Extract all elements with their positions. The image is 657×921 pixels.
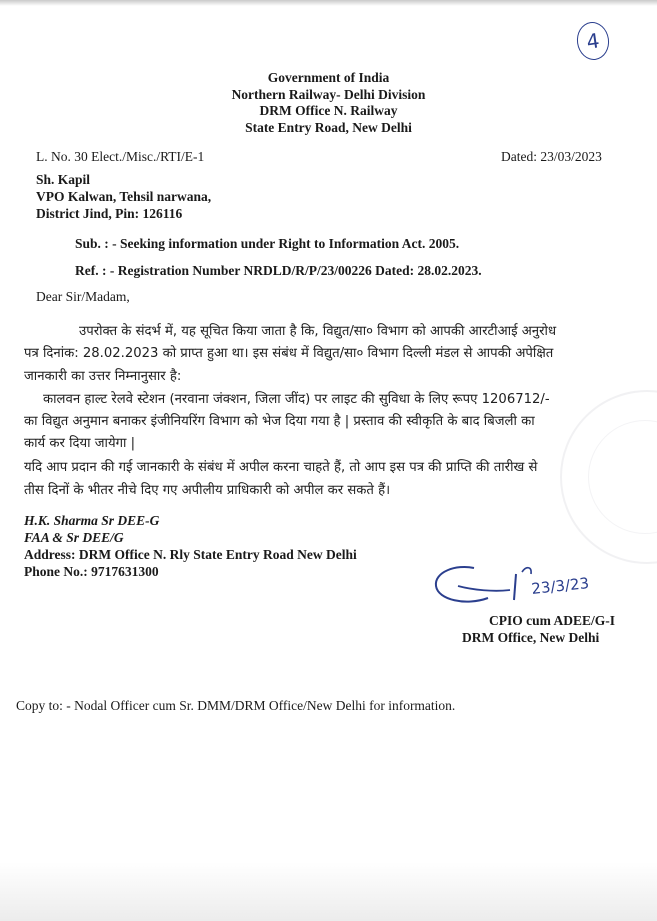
body-para2-line1: कालवन हाल्ट रेलवे स्टेशन (नरवाना जंक्शन, जिला जींद) पर लाइट की सुविधा के लिए रूपए 1206712/- — [43, 392, 550, 407]
letterhead-line-3: DRM Office N. Railway — [259, 103, 398, 118]
recipient-address-2: District Jind, Pin: 126116 — [36, 206, 183, 221]
subject-line: Sub. : - Seeking information under Right to Information Act. 2005. — [75, 236, 460, 251]
recipient-address-1: VPO Kalwan, Tehsil narwana, — [36, 189, 212, 204]
handwritten-signature — [428, 560, 628, 617]
letter-number: L. No. 30 Elect./Misc./RTI/E-1 — [36, 149, 205, 164]
body-para1-line2: पत्र दिनांक: 28.02.2023 को प्राप्त हुआ था। इस संबंध में विद्युत/सा० विभाग दिल्ली मंडल से आपकी अपेक्षित — [24, 346, 554, 361]
appellate-phone: Phone No.: 9717631300 — [24, 564, 159, 579]
body-para2-line3: कार्य कर दिया जायेगा | — [24, 436, 136, 451]
signature-scribble — [428, 560, 628, 612]
page-top-edge — [0, 0, 657, 6]
letter-date: Dated: 23/03/2023 — [501, 149, 602, 164]
page-number-mark: 4 — [575, 20, 612, 62]
body-para1-line1: उपरोक्त के संदर्भ में, यह सूचित किया जाता है कि, विद्युत/सा० विभाग को आपकी आरटीआई अनुरोध — [79, 324, 557, 339]
body-para3-line2: तीस दिनों के भीतर नीचे दिए गए अपीलीय प्राधिकारी को अपील कर सकते हैं। — [24, 483, 391, 498]
signature-date: 23/3/23 — [530, 574, 590, 598]
letterhead — [0, 70, 657, 136]
body-para2-line2: का विद्युत अनुमान बनाकर इंजीनियरिंग विभाग को भेज दिया गया है | प्रस्ताव की स्वीकृति के बाद बिजली का — [24, 414, 535, 429]
appellate-designation: FAA & Sr DEE/G — [24, 530, 124, 545]
salutation: Dear Sir/Madam, — [36, 289, 130, 304]
body-para1-line3: जानकारी का उत्तर निम्नानुसार है: — [24, 369, 182, 384]
copy-to-line: Copy to: - Nodal Officer cum Sr. DMM/DRM Office/New Delhi for information. — [16, 698, 456, 713]
signatory-office: DRM Office, New Delhi — [462, 630, 600, 645]
page-bottom-shadow — [0, 862, 657, 921]
body-para3-line1: यदि आप प्रदान की गई जानकारी के संबंध में अपील करना चाहते हैं, तो आप इस पत्र की प्राप्ति की तारीख से — [24, 460, 538, 475]
letterhead-line-4: State Entry Road, New Delhi — [245, 119, 412, 135]
appellate-address: Address: DRM Office N. Rly State Entry Road New Delhi — [24, 547, 357, 562]
recipient-name: Sh. Kapil — [36, 172, 91, 187]
appellate-name: H.K. Sharma Sr DEE-G — [24, 513, 160, 528]
signatory-title: CPIO cum ADEE/G-I — [489, 613, 616, 628]
letterhead-line-2: Northern Railway- Delhi Division — [231, 86, 426, 102]
reference-line: Ref. : - Registration Number NRDLD/R/P/23/00226 Dated: 28.02.2023. — [75, 263, 482, 278]
letterhead-line-1: Government of India — [267, 70, 390, 85]
